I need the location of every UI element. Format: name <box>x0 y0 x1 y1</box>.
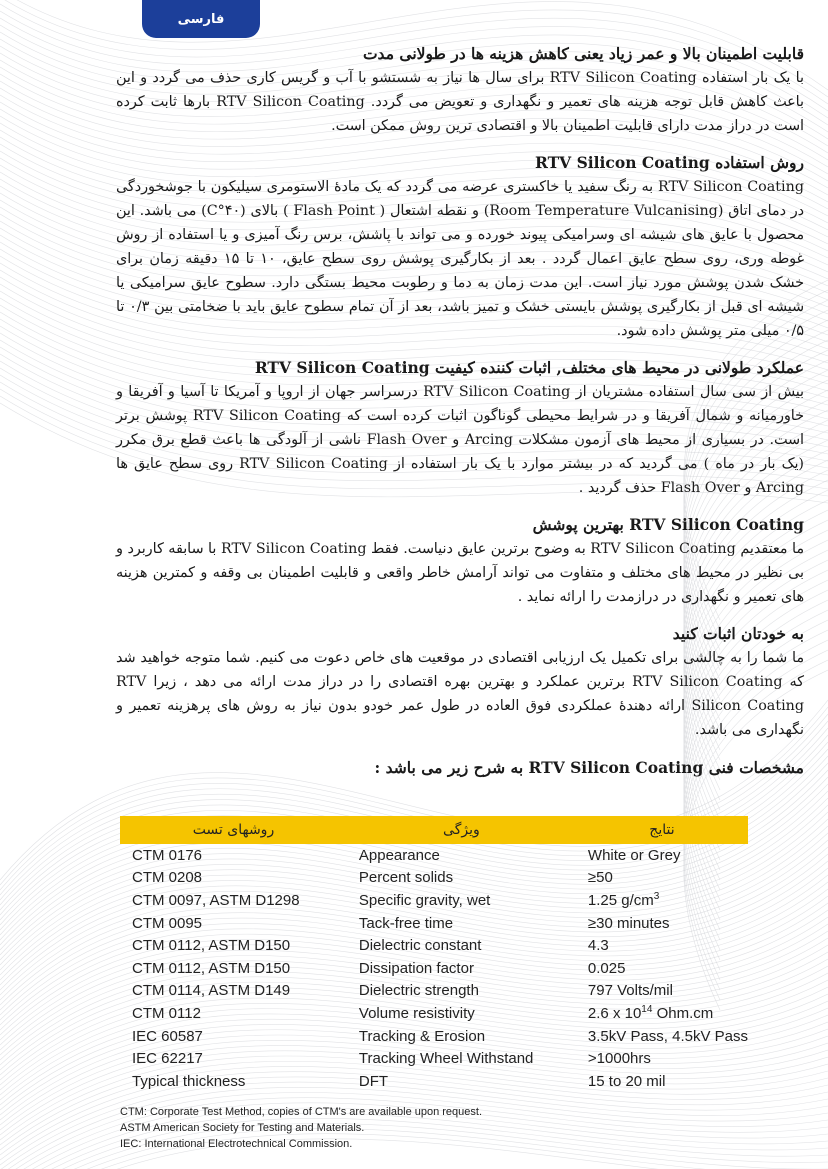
cell-property: Volume resistivity <box>358 1004 475 1022</box>
article-body <box>116 38 804 780</box>
cell-method: CTM 0095 <box>132 914 203 932</box>
section-text: بیش از سی سال استفاده مشتریان از RTV Silicon Coating درسراسر جهان از اروپا و آمریکا تا آسیا و آفریقا و خاورمیانه و شمال آفریقا و در شرایط محیطی گوناگون اثبات کرده است که RTV Silicon Coating پوشش برتر است. در بسیاری از محیط های آزمون مشکلات Arcing و Flash Over ناشی از آلودگی ها باعث قطع برق مکرر (یک بار در ماه ) می گردید که در بیشتر موارد با یک بار استفاده از RTV Silicon Coating روی سطح عایق ها Arcing و Flash Over حذف گردید . <box>116 384 804 496</box>
cell-result: 3.5kV Pass, 4.5kV Pass <box>587 1027 748 1045</box>
cell-method: CTM 0112, ASTM D150 <box>132 959 291 977</box>
cell-property: Dielectric strength <box>358 982 479 1000</box>
cell-result: White or Grey <box>587 846 681 864</box>
section-best-coating <box>116 513 804 609</box>
cell-result: 1.25 $g/cm^3$ <box>587 891 660 910</box>
footnote-astm: ASTM American Society for Testing and Materials. <box>120 1122 365 1134</box>
footnotes <box>120 1104 482 1152</box>
section-title: RTV Silicon Coating بهترین پوشش <box>532 515 804 534</box>
section-title: روش استفاده RTV Silicon Coating <box>535 153 804 172</box>
cell-result: ≥50 <box>587 869 613 887</box>
table-row <box>120 1002 748 1025</box>
section-text: با یک بار استفاده RTV Silicon Coating برای سال ها نیاز به شستشو با آب و گریس کاری حذف می گردد و این باعث کاهش قابل توجه هزینه های تعمیر و نگهداری و تعویض می گردد. RTV Silicon Coating بارها ثابت کرده است در دراز مدت دارای قابلیت اطمینان بالا و اقتصادی ترین روش ممکن است. <box>116 70 804 134</box>
table-row <box>120 844 748 867</box>
cell-result: ≥30 minutes <box>587 914 670 932</box>
table-row <box>120 1047 748 1070</box>
section-reliability <box>116 42 804 138</box>
table-row <box>120 1025 748 1048</box>
section-title: عملکرد طولانی در محیط های مختلف, اثبات کننده کیفیت RTV Silicon Coating <box>254 358 804 377</box>
section-text: RTV Silicon Coating به رنگ سفید یا خاکستری عرضه می گردد که یک مادهٔ الاستومری سیلیکون با جوشخوردگی در دمای اتاق (Room Temperature Vulcanising) و نقطه اشتعال ( Flash Point ) بالای (۴۰°C) می باشد. این محصول با عایق های شیشه ای وسرامیکی پیوند خورده و می تواند با پاشش، برس رنگ آمیزی و یا استفاده از روش غوطه وری، روی سطح عایق اعمال گردد . بعد از بکارگیری پوشش روی سطح عایق، ۱۰ تا ۱۵ دقیقه زمان برای خشک شدن پوشش مورد نیاز است. این مدت زمان به دما و رطوبت محیط بستگی دارد. سطوح عایق سرامیکی یا شیشه ای قبل از بکارگیری پوشش بایستی خشک و تمیز باشد، بعد از آن تمام سطوح عایق باید با ضخامتی بین ۰/۳ تا ۰/۵ میلی متر پوشش داده شود. <box>116 179 804 339</box>
cell-method: CTM 0112, ASTM D150 <box>132 937 291 955</box>
cell-result: 2.6 x $10^{14}$ Ohm.cm <box>587 1004 714 1023</box>
header-property: ویژگی <box>347 816 576 844</box>
cell-method: CTM 0112 <box>132 1004 201 1022</box>
header-methods: روشهای تست <box>120 816 347 844</box>
table-row <box>120 1070 748 1093</box>
cell-result: 15 to 20 mil <box>587 1072 666 1090</box>
cell-method: Typical thickness <box>132 1072 246 1090</box>
table-row <box>120 980 748 1003</box>
specs-table-body <box>120 844 748 1093</box>
section-prove <box>116 622 804 742</box>
cell-result: 0.025 <box>587 959 626 977</box>
header-results: نتایج <box>576 816 748 844</box>
cell-method: CTM 0097, ASTM D1298 <box>132 891 300 909</box>
cell-property: Tracking Wheel Withstand <box>358 1050 534 1068</box>
cell-method: CTM 0208 <box>132 869 203 887</box>
cell-property: Tack-free time <box>358 914 454 932</box>
cell-property: Dielectric constant <box>358 937 482 955</box>
specs-table <box>120 816 748 1093</box>
cell-property: Tracking & Erosion <box>358 1027 486 1045</box>
cell-method: CTM 0114, ASTM D149 <box>132 982 291 1000</box>
section-performance <box>116 356 804 500</box>
cell-property: Percent solids <box>358 869 454 887</box>
table-row <box>120 934 748 957</box>
language-tab[interactable]: فارسی <box>142 0 260 38</box>
cell-result: 4.3 <box>587 937 609 955</box>
section-usage <box>116 151 804 343</box>
cell-method: IEC 60587 <box>132 1027 203 1045</box>
section-title: قابلیت اطمینان بالا و عمر زیاد یعنی کاهش هزینه ها در طولانی مدت <box>362 44 804 63</box>
cell-property: DFT <box>358 1072 389 1090</box>
cell-property: Specific gravity, wet <box>358 891 491 909</box>
section-text: ما معتقدیم RTV Silicon Coating به وضوح برترین عایق دنیاست. فقط RTV Silicon Coating با سابقه کاربرد و بی نظیر در محیط های مختلف و متفاوت می تواند آرامش خاطر واقعی و قابلیت اطمینان بی وقفه و کمترین هزینه های تعمیر و نگهداری در درازمدت را ارائه نماید . <box>116 541 805 605</box>
cell-result: 797 Volts/mil <box>587 982 673 1000</box>
specs-heading: مشخصات فنی RTV Silicon Coating به شرح زیر می باشد : <box>374 758 804 777</box>
table-row <box>120 889 748 912</box>
table-row <box>120 912 748 935</box>
footnote-ctm: CTM: Corporate Test Method, copies of CTM's are available upon request. <box>120 1106 483 1118</box>
footnote-iec: IEC: International Electrotechnical Commission. <box>120 1138 353 1150</box>
cell-property: Appearance <box>358 846 440 864</box>
specs-header-row <box>120 816 748 844</box>
cell-property: Dissipation factor <box>358 959 474 977</box>
section-text: ما شما را به چالشی برای تکمیل یک ارزیابی اقتصادی در موقعیت های خاص دعوت می کنیم. شما متوجه خواهید شد که RTV Silicon Coating برترین عملکرد و بهترین بهره اقتصادی را در دراز مدت ارائه می دهد ، زیرا RTV Silicon Coating ارائه دهندهٔ عملکردی فوق العاده در طول عمر خودو بدون نیاز به روش های پرهزینه تعمیر و نگهداری می باشد. <box>116 650 804 738</box>
section-title: به خودتان اثبات کنید <box>672 624 804 643</box>
cell-result: >1000hrs <box>587 1050 651 1068</box>
cell-method: CTM 0176 <box>132 846 203 864</box>
table-row <box>120 867 748 890</box>
cell-method: IEC 62217 <box>132 1050 203 1068</box>
table-row <box>120 957 748 980</box>
